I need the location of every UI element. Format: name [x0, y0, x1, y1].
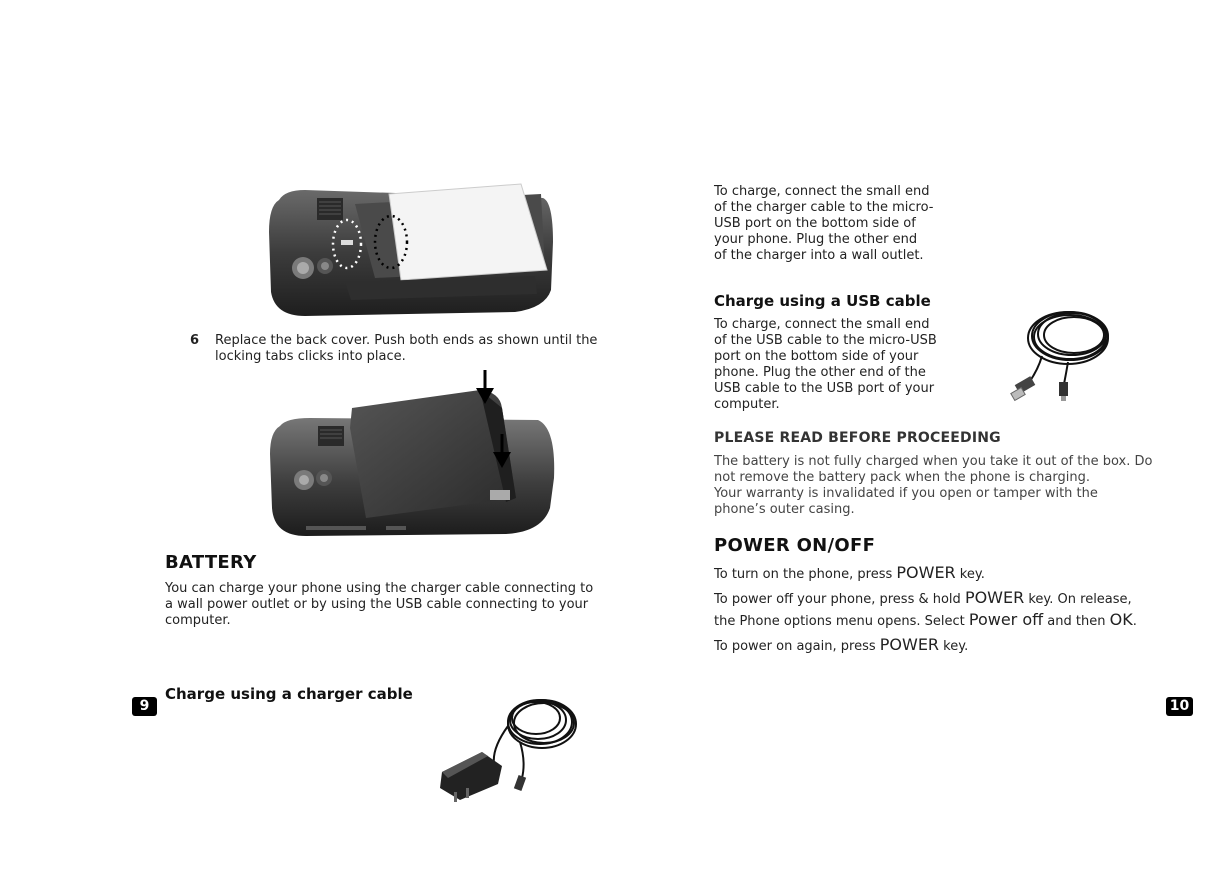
battery-line-3: computer.	[165, 613, 231, 628]
power-off-b: key. On release,	[1024, 592, 1132, 607]
battery-line-1: You can charge your phone using the charger cable connecting to	[165, 581, 594, 596]
power-again-instruction	[714, 635, 968, 657]
usb-line-3: port on the bottom side of your	[714, 349, 919, 364]
power-again-suffix: key.	[939, 639, 969, 654]
usb-cable-heading: Charge using a USB cable	[714, 292, 931, 310]
battery-title: BATTERY	[165, 552, 257, 573]
notice-text	[714, 454, 1184, 518]
power-off-instruction	[714, 588, 1184, 632]
charger-instructions	[714, 184, 974, 264]
phone-back-cover-photo	[266, 368, 560, 540]
phone-battery-insert-photo	[265, 182, 555, 318]
wall-charger-photo	[432, 692, 580, 804]
usb-line-5: USB cable to the USB port of your	[714, 381, 935, 396]
power-title: POWER ON/OFF	[714, 535, 876, 556]
charger-line-3: USB port on the bottom side of	[714, 216, 916, 231]
power-off-a: To power off your phone, press & hold	[714, 592, 965, 607]
notice-title: PLEASE READ BEFORE PROCEEDING	[714, 430, 1001, 446]
power-off-e: .	[1132, 614, 1137, 629]
usb-cable-photo	[1008, 304, 1124, 410]
power-off-option: Power off	[968, 610, 1044, 629]
notice-line-4: phone’s outer casing.	[714, 502, 855, 517]
power-off-d: and then	[1043, 614, 1110, 629]
usb-line-1: To charge, connect the small end	[714, 317, 930, 332]
battery-line-2: a wall power outlet or by using the USB cable connecting to your	[165, 597, 589, 612]
power-on-suffix: key.	[955, 567, 985, 582]
usb-line-2: of the USB cable to the micro-USB	[714, 333, 937, 348]
charger-line-5: of the charger into a wall outlet.	[714, 248, 924, 263]
notice-line-2: not remove the battery pack when the phone is charging.	[714, 470, 1090, 485]
notice-line-3: Your warranty is invalidated if you open or tamper with the	[714, 486, 1098, 501]
charger-line-2: of the charger cable to the micro-	[714, 200, 934, 215]
usb-line-6: computer.	[714, 397, 780, 412]
ok-option: OK	[1109, 610, 1133, 629]
usb-instructions	[714, 317, 974, 413]
usb-line-4: phone. Plug the other end of the	[714, 365, 926, 380]
notice-line-1: The battery is not fully charged when you take it out of the box. Do	[714, 454, 1153, 469]
power-off-c: the Phone options menu opens. Select	[714, 614, 969, 629]
battery-description	[165, 581, 635, 629]
page-number-left: 9	[132, 697, 157, 716]
power-key-1: POWER	[896, 563, 956, 582]
step-6-text	[215, 333, 635, 365]
step-number: 6	[190, 333, 200, 348]
power-again-prefix: To power on again, press	[714, 639, 880, 654]
charger-cable-heading: Charge using a charger cable	[165, 685, 413, 703]
page-number-right: 10	[1166, 697, 1193, 716]
charger-line-4: your phone. Plug the other end	[714, 232, 918, 247]
power-key-2: POWER	[964, 588, 1025, 607]
power-key-3: POWER	[879, 635, 940, 654]
power-on-prefix: To turn on the phone, press	[714, 567, 897, 582]
power-off-line-2	[714, 610, 1184, 632]
step-6-line-1: Replace the back cover. Push both ends as shown until the	[215, 333, 598, 348]
step-6-line-2: locking tabs clicks into place.	[215, 349, 406, 364]
charger-line-1: To charge, connect the small end	[714, 184, 930, 199]
power-off-line-1	[714, 588, 1184, 610]
power-on-instruction	[714, 563, 985, 585]
